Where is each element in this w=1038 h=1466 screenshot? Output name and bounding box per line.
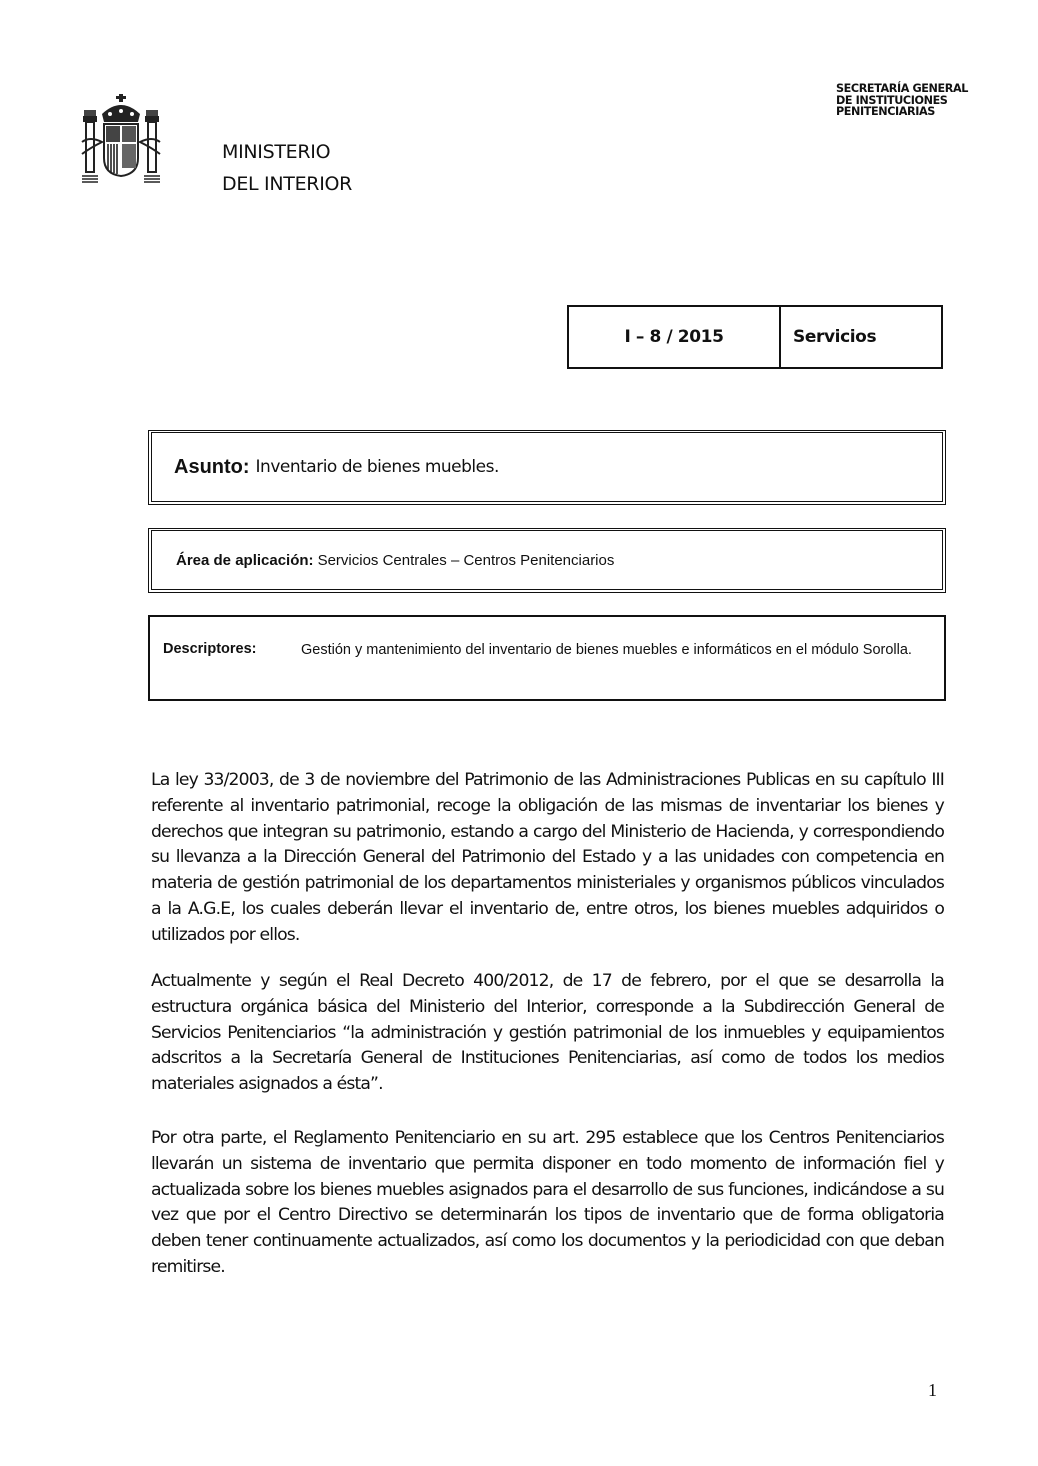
ministry-name [222,136,352,200]
secretaria-line-3: PENITENCIARIAS [836,105,935,118]
instruction-category: Servicios [793,327,877,347]
page-number: 1 [928,1380,937,1400]
secretaria-general-heading [836,83,968,118]
secretaria-line-2: DE INSTITUCIONES [836,93,948,107]
body-paragraph: La ley 33/2003, de 3 de noviembre del Patrimonio de las Administraciones Publicas en su capítulo III referente al inventario patrimonial, recoge la obligación de las mismas de inventariar los bienes y derechos que integran su patrimonio, estando a cargo del Ministerio de Hacienda, y correspondiendo su llevanza a la Dirección General del Patrimonio del Estado y a las unidades con competencia en materia de gestión patrimonial de los departamentos ministeriales y organismos públicos vinculados a la A.G.E, los cuales deberán llevar el inventario de, entre otros, los bienes muebles adquiridos o utilizados por ellos. [151,770,944,945]
ministry-line-1: MINISTERIO [222,141,331,163]
subject-box [148,430,946,505]
instruction-code: I – 8 / 2015 [569,307,781,367]
subject-label: Asunto: [174,455,250,478]
spanish-coat-of-arms-icon [80,92,162,184]
secretaria-line-1: SECRETARÍA GENERAL [836,82,968,95]
ministry-line-2: DEL INTERIOR [222,173,353,195]
reference-box [567,305,943,369]
descriptors-label: Descriptores: [163,641,257,657]
application-area-label: Área de aplicación: [176,551,314,569]
application-area-box [148,528,946,593]
application-area-value: Servicios Centrales – Centros Penitenciarios [317,551,615,569]
descriptors-box [148,615,946,701]
descriptors-value: Gestión y mantenimiento del inventario de bienes muebles e informáticos en el módulo Sorolla. [301,642,912,658]
subject-value: Inventario de bienes muebles. [255,457,499,477]
body-paragraph: Por otra parte, el Reglamento Penitenciario en su art. 295 establece que los Centros Penitenciarios llevarán un sistema de inventario que permita disponer en todo momento de información fiel y actualizada sobre los bienes muebles asignados para el desarrollo de sus funciones, indicándose a su vez que por el Centro Directivo se determinarán los tipos de inventario que de forma obligatoria deben tener continuamente actualizados, así como los documentos y la periodicidad con que deban remitirse. [151,1128,944,1277]
body-paragraph: Actualmente y según el Real Decreto 400/2012, de 17 de febrero, por el que se desarrolla la estructura orgánica básica del Ministerio del Interior, corresponde a la Subdirección General de Servicios Penitenciarios “la administración y gestión patrimonial de los inmuebles y equipamientos adscritos a la Secretaría General de Instituciones Penitenciarias, así como de todos los medios materiales asignados a ésta”. [151,971,944,1095]
